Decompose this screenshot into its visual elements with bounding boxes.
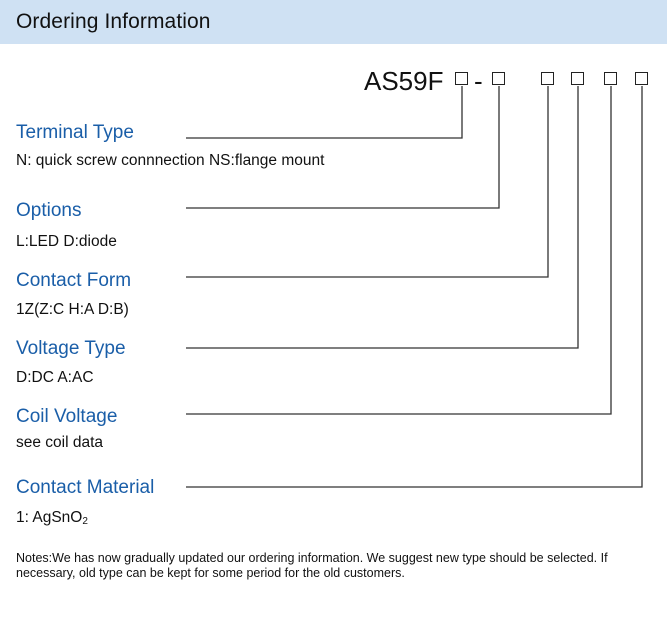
contact-material-subscript: 2 (82, 516, 88, 527)
field-desc-options: L:LED D:diode (16, 233, 117, 250)
field-desc-coil-voltage: see coil data (16, 434, 104, 451)
leader-voltage-type (186, 86, 578, 348)
field-label-contact-material: Contact Material (16, 477, 155, 498)
field-label-contact-form: Contact Form (16, 270, 132, 291)
leader-options (186, 86, 499, 208)
field-label-options: Options (16, 200, 82, 221)
field-desc-contact-form: 1Z(Z:C H:A D:B) (16, 301, 129, 318)
contact-material-main: 1: AgSnO (16, 509, 83, 526)
leader-coil-voltage (186, 86, 611, 414)
leader-contact-form (186, 86, 548, 277)
field-desc-terminal-type: N: quick screw connnection NS:flange mount (16, 152, 325, 169)
notes-text: Notes:We has now gradually updated our ordering information. We suggest new type should be selected. If necessary, old type can be kept for some period for the old customers. (16, 551, 608, 580)
leader-contact-material (186, 86, 642, 487)
model-prefix: AS59F (364, 66, 444, 96)
field-desc-contact-material (16, 509, 88, 527)
field-desc-voltage-type: D:DC A:AC (16, 369, 94, 386)
field-label-voltage-type: Voltage Type (16, 338, 126, 359)
field-label-coil-voltage: Coil Voltage (16, 406, 118, 427)
model-dash: - (474, 66, 483, 96)
field-label-terminal-type: Terminal Type (16, 122, 134, 143)
page-title: Ordering Information (16, 10, 211, 33)
leader-terminal-type (186, 86, 462, 138)
